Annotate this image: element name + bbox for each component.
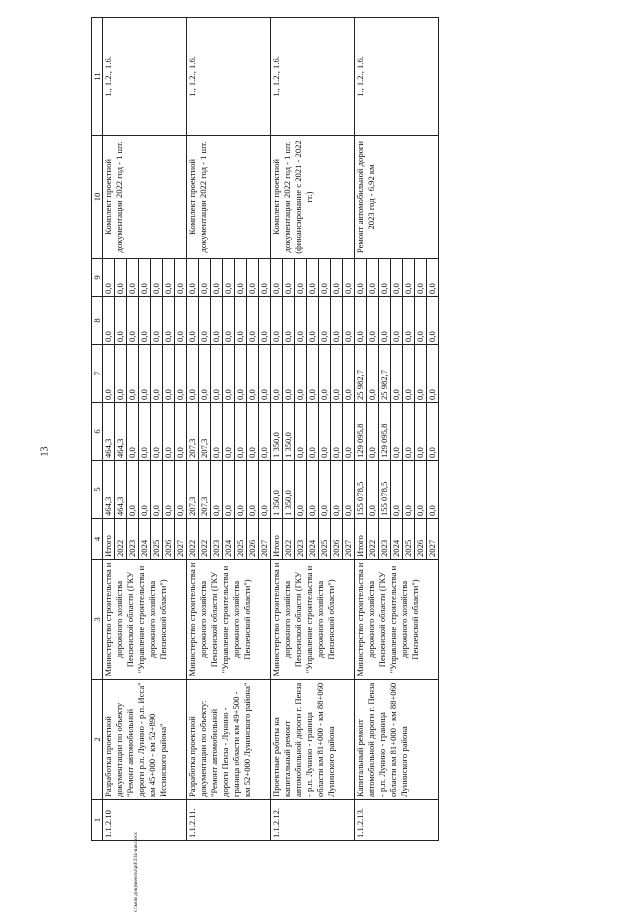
header-col-1: 1 <box>92 800 103 841</box>
amount-cell-9: 0,0 <box>115 259 127 297</box>
table-row <box>187 18 199 841</box>
amount-cell-8: 0,0 <box>211 297 223 345</box>
amount-cell-9: 0,0 <box>391 259 403 297</box>
amount-cell-7: 0,0 <box>199 345 211 403</box>
amount-cell-7: 25 982,7 <box>379 345 391 403</box>
year-cell: 2026 <box>247 519 259 560</box>
amount-cell-7: 0,0 <box>391 345 403 403</box>
amount-cell-5: 464,3 <box>103 461 115 519</box>
amount-cell-7: 0,0 <box>139 345 151 403</box>
amount-cell-6: 207,3 <box>187 403 199 461</box>
amount-cell-9: 0,0 <box>223 259 235 297</box>
year-cell: 2024 <box>223 519 235 560</box>
amount-cell-6: 0,0 <box>427 403 439 461</box>
amount-cell-9: 0,0 <box>403 259 415 297</box>
measure-executor: Министерство строительства и дорожного хозяйства Пензенской области (ГКУ "Управление строительства и дорожного хозяйства Пензенской области") <box>187 560 271 680</box>
table-row <box>271 18 283 841</box>
amount-cell-5: 0,0 <box>307 461 319 519</box>
amount-cell-5: 1 350,0 <box>283 461 295 519</box>
amount-cell-7: 0,0 <box>295 345 307 403</box>
amount-cell-9: 0,0 <box>379 259 391 297</box>
header-col-11: 11 <box>92 18 103 136</box>
measure-executor: Министерство строительства и дорожного хозяйства Пензенской области (ГКУ "Управление строительства и дорожного хозяйства Пензенской области") <box>355 560 439 680</box>
measure-result: Комплект проектной документации 2022 год - 1 шт. (финансирование с 2021 - 2022 гг.) <box>271 136 355 259</box>
year-cell: 2022 <box>367 519 379 560</box>
amount-cell-5: 0,0 <box>139 461 151 519</box>
amount-cell-9: 0,0 <box>211 259 223 297</box>
year-cell: 2022 <box>283 519 295 560</box>
year-cell: 2027 <box>427 519 439 560</box>
amount-cell-5: 0,0 <box>295 461 307 519</box>
table-row <box>103 18 115 841</box>
amount-cell-5: 0,0 <box>427 461 439 519</box>
amount-cell-7: 0,0 <box>223 345 235 403</box>
amount-cell-6: 129 095,8 <box>355 403 367 461</box>
amount-cell-6: 0,0 <box>127 403 139 461</box>
amount-cell-7: 0,0 <box>403 345 415 403</box>
measure-id: 1.1.2.12. <box>271 800 355 841</box>
amount-cell-5: 155 078,5 <box>355 461 367 519</box>
year-cell: 2023 <box>211 519 223 560</box>
amount-cell-6: 129 095,8 <box>379 403 391 461</box>
amount-cell-6: 0,0 <box>139 403 151 461</box>
amount-cell-6: 464,3 <box>115 403 127 461</box>
amount-cell-7: 0,0 <box>271 345 283 403</box>
amount-cell-7: 0,0 <box>367 345 379 403</box>
amount-cell-8: 0,0 <box>427 297 439 345</box>
amount-cell-8: 0,0 <box>235 297 247 345</box>
header-col-9: 9 <box>92 259 103 297</box>
rotated-table-container <box>91 18 527 841</box>
table-row <box>355 18 367 841</box>
measure-executor: Министерство строительства и дорожного хозяйства Пензенской области (ГКУ "Управление строительства и дорожного хозяйства Пензенской области") <box>271 560 355 680</box>
amount-cell-9: 0,0 <box>331 259 343 297</box>
year-cell: 2025 <box>403 519 415 560</box>
amount-cell-8: 0,0 <box>223 297 235 345</box>
amount-cell-8: 0,0 <box>271 297 283 345</box>
amount-cell-9: 0,0 <box>319 259 331 297</box>
amount-cell-9: 0,0 <box>259 259 271 297</box>
year-cell: 2025 <box>235 519 247 560</box>
amount-cell-8: 0,0 <box>151 297 163 345</box>
year-cell: 2023 <box>127 519 139 560</box>
program-measures-table <box>91 17 439 841</box>
amount-cell-7: 0,0 <box>283 345 295 403</box>
amount-cell-8: 0,0 <box>127 297 139 345</box>
amount-cell-9: 0,0 <box>199 259 211 297</box>
amount-cell-8: 0,0 <box>103 297 115 345</box>
amount-cell-7: 0,0 <box>343 345 355 403</box>
amount-cell-8: 0,0 <box>187 297 199 345</box>
amount-cell-6: 0,0 <box>331 403 343 461</box>
measure-links: 1., 1.2., 1.6. <box>355 18 439 136</box>
year-cell: 2023 <box>379 519 391 560</box>
year-cell: 2022 <box>199 519 211 560</box>
year-cell: Итого <box>355 519 367 560</box>
amount-cell-7: 0,0 <box>319 345 331 403</box>
amount-cell-9: 0,0 <box>283 259 295 297</box>
amount-cell-5: 0,0 <box>175 461 187 519</box>
amount-cell-7: 0,0 <box>187 345 199 403</box>
amount-cell-6: 0,0 <box>367 403 379 461</box>
year-cell: 2027 <box>175 519 187 560</box>
amount-cell-6: 0,0 <box>247 403 259 461</box>
amount-cell-6: 1 350,0 <box>271 403 283 461</box>
year-cell: 2022 <box>187 519 199 560</box>
year-cell: Итого <box>103 519 115 560</box>
amount-cell-6: 0,0 <box>259 403 271 461</box>
amount-cell-6: 0,0 <box>295 403 307 461</box>
header-col-7: 7 <box>92 345 103 403</box>
year-cell: 2025 <box>151 519 163 560</box>
amount-cell-7: 0,0 <box>103 345 115 403</box>
year-cell: 2024 <box>307 519 319 560</box>
measure-name: Разработка проектной документации по объекту "Ремонт автомобильной дороги р.п. Лунино - р.п. Исса" км 45+000 - км 52+890 Иссинского района" <box>103 680 187 800</box>
page-number: 13 <box>39 446 51 457</box>
footer-file-path: c:\мои документы\pd\334-ши.docx <box>133 832 139 912</box>
amount-cell-9: 0,0 <box>163 259 175 297</box>
measure-id: 1.1.2.13. <box>355 800 439 841</box>
measure-name: Капитальный ремонт автомобильной дороги г. Пенза - р.п. Лунино - граница области км 81+000 - км 88+060 Лунинского района <box>355 680 439 800</box>
amount-cell-6: 0,0 <box>211 403 223 461</box>
amount-cell-7: 25 982,7 <box>355 345 367 403</box>
amount-cell-8: 0,0 <box>415 297 427 345</box>
amount-cell-6: 0,0 <box>223 403 235 461</box>
amount-cell-8: 0,0 <box>331 297 343 345</box>
amount-cell-8: 0,0 <box>355 297 367 345</box>
amount-cell-8: 0,0 <box>403 297 415 345</box>
amount-cell-5: 155 078,5 <box>379 461 391 519</box>
amount-cell-5: 207,3 <box>199 461 211 519</box>
amount-cell-6: 0,0 <box>403 403 415 461</box>
amount-cell-5: 0,0 <box>331 461 343 519</box>
amount-cell-6: 0,0 <box>163 403 175 461</box>
amount-cell-5: 0,0 <box>151 461 163 519</box>
amount-cell-6: 0,0 <box>235 403 247 461</box>
amount-cell-7: 0,0 <box>175 345 187 403</box>
year-cell: Итого <box>271 519 283 560</box>
measure-links: 1., 1.2., 1.6. <box>187 18 271 136</box>
year-cell: 2026 <box>331 519 343 560</box>
amount-cell-8: 0,0 <box>163 297 175 345</box>
amount-cell-9: 0,0 <box>355 259 367 297</box>
amount-cell-7: 0,0 <box>115 345 127 403</box>
amount-cell-8: 0,0 <box>283 297 295 345</box>
header-row <box>92 18 103 841</box>
amount-cell-9: 0,0 <box>295 259 307 297</box>
header-col-6: 6 <box>92 403 103 461</box>
year-cell: 2024 <box>139 519 151 560</box>
amount-cell-6: 0,0 <box>151 403 163 461</box>
measure-name: Разработка проектной документации по объекту: "Ремонт автомобильной дороги Пенза - Лунино - граница области км 49+500 - км 52+000 Лунинского района" <box>187 680 271 800</box>
amount-cell-5: 0,0 <box>391 461 403 519</box>
amount-cell-6: 0,0 <box>319 403 331 461</box>
amount-cell-8: 0,0 <box>379 297 391 345</box>
amount-cell-8: 0,0 <box>259 297 271 345</box>
header-col-8: 8 <box>92 297 103 345</box>
year-cell: 2024 <box>391 519 403 560</box>
measure-links: 1., 1.2., 1.6. <box>103 18 187 136</box>
amount-cell-8: 0,0 <box>391 297 403 345</box>
amount-cell-9: 0,0 <box>127 259 139 297</box>
amount-cell-8: 0,0 <box>247 297 259 345</box>
amount-cell-6: 1 350,0 <box>283 403 295 461</box>
amount-cell-8: 0,0 <box>139 297 151 345</box>
table-body <box>103 18 439 841</box>
amount-cell-7: 0,0 <box>331 345 343 403</box>
amount-cell-9: 0,0 <box>427 259 439 297</box>
amount-cell-6: 0,0 <box>343 403 355 461</box>
amount-cell-7: 0,0 <box>415 345 427 403</box>
amount-cell-5: 0,0 <box>367 461 379 519</box>
measure-result: Ремонт автомобильной дороги 2023 год - 6,92 км <box>355 136 439 259</box>
amount-cell-9: 0,0 <box>151 259 163 297</box>
amount-cell-9: 0,0 <box>235 259 247 297</box>
amount-cell-8: 0,0 <box>307 297 319 345</box>
year-cell: 2026 <box>415 519 427 560</box>
amount-cell-9: 0,0 <box>307 259 319 297</box>
amount-cell-7: 0,0 <box>163 345 175 403</box>
amount-cell-5: 0,0 <box>415 461 427 519</box>
amount-cell-8: 0,0 <box>295 297 307 345</box>
measure-id: 1.1.2.11. <box>187 800 271 841</box>
amount-cell-6: 0,0 <box>307 403 319 461</box>
measure-id: 1.1.2.10 <box>103 800 187 841</box>
year-cell: 2027 <box>259 519 271 560</box>
amount-cell-5: 0,0 <box>223 461 235 519</box>
amount-cell-9: 0,0 <box>415 259 427 297</box>
amount-cell-9: 0,0 <box>187 259 199 297</box>
amount-cell-7: 0,0 <box>307 345 319 403</box>
measure-executor: Министерство строительства и дорожного хозяйства Пензенской области (ГКУ "Управление строительства и дорожного хозяйства Пензенской области") <box>103 560 187 680</box>
amount-cell-8: 0,0 <box>367 297 379 345</box>
year-cell: 2026 <box>163 519 175 560</box>
amount-cell-5: 0,0 <box>247 461 259 519</box>
measure-result: Комплект проектной документации 2022 год - 1 шт. <box>103 136 187 259</box>
amount-cell-7: 0,0 <box>151 345 163 403</box>
header-col-4: 4 <box>92 519 103 560</box>
amount-cell-7: 0,0 <box>127 345 139 403</box>
amount-cell-5: 0,0 <box>211 461 223 519</box>
amount-cell-5: 0,0 <box>319 461 331 519</box>
amount-cell-9: 0,0 <box>247 259 259 297</box>
amount-cell-7: 0,0 <box>235 345 247 403</box>
amount-cell-8: 0,0 <box>199 297 211 345</box>
header-col-3: 3 <box>92 560 103 680</box>
amount-cell-7: 0,0 <box>247 345 259 403</box>
amount-cell-8: 0,0 <box>343 297 355 345</box>
amount-cell-6: 464,3 <box>103 403 115 461</box>
header-col-2: 2 <box>92 680 103 800</box>
amount-cell-5: 0,0 <box>259 461 271 519</box>
amount-cell-9: 0,0 <box>103 259 115 297</box>
header-col-10: 10 <box>92 136 103 259</box>
year-cell: 2027 <box>343 519 355 560</box>
amount-cell-5: 464,3 <box>115 461 127 519</box>
year-cell: 2022 <box>115 519 127 560</box>
amount-cell-6: 207,3 <box>199 403 211 461</box>
amount-cell-9: 0,0 <box>139 259 151 297</box>
year-cell: 2023 <box>295 519 307 560</box>
amount-cell-9: 0,0 <box>175 259 187 297</box>
amount-cell-9: 0,0 <box>343 259 355 297</box>
amount-cell-8: 0,0 <box>175 297 187 345</box>
measure-links: 1., 1.2., 1.6. <box>271 18 355 136</box>
amount-cell-5: 0,0 <box>343 461 355 519</box>
measure-name: Проектные работы на капитальный ремонт автомобильной дороги г. Пенза - р.п. Лунино - граница области км 81+000 - км 88+060 Лунинского района <box>271 680 355 800</box>
amount-cell-8: 0,0 <box>115 297 127 345</box>
amount-cell-5: 0,0 <box>403 461 415 519</box>
amount-cell-5: 207,3 <box>187 461 199 519</box>
amount-cell-5: 1 350,0 <box>271 461 283 519</box>
year-cell: 2025 <box>319 519 331 560</box>
amount-cell-8: 0,0 <box>319 297 331 345</box>
amount-cell-6: 0,0 <box>175 403 187 461</box>
amount-cell-7: 0,0 <box>427 345 439 403</box>
amount-cell-5: 0,0 <box>127 461 139 519</box>
amount-cell-7: 0,0 <box>259 345 271 403</box>
amount-cell-5: 0,0 <box>235 461 247 519</box>
amount-cell-9: 0,0 <box>271 259 283 297</box>
amount-cell-6: 0,0 <box>391 403 403 461</box>
amount-cell-9: 0,0 <box>367 259 379 297</box>
header-col-5: 5 <box>92 461 103 519</box>
measure-result: Комплект проектной документации 2022 год - 1 шт. <box>187 136 271 259</box>
amount-cell-6: 0,0 <box>415 403 427 461</box>
amount-cell-5: 0,0 <box>163 461 175 519</box>
amount-cell-7: 0,0 <box>211 345 223 403</box>
